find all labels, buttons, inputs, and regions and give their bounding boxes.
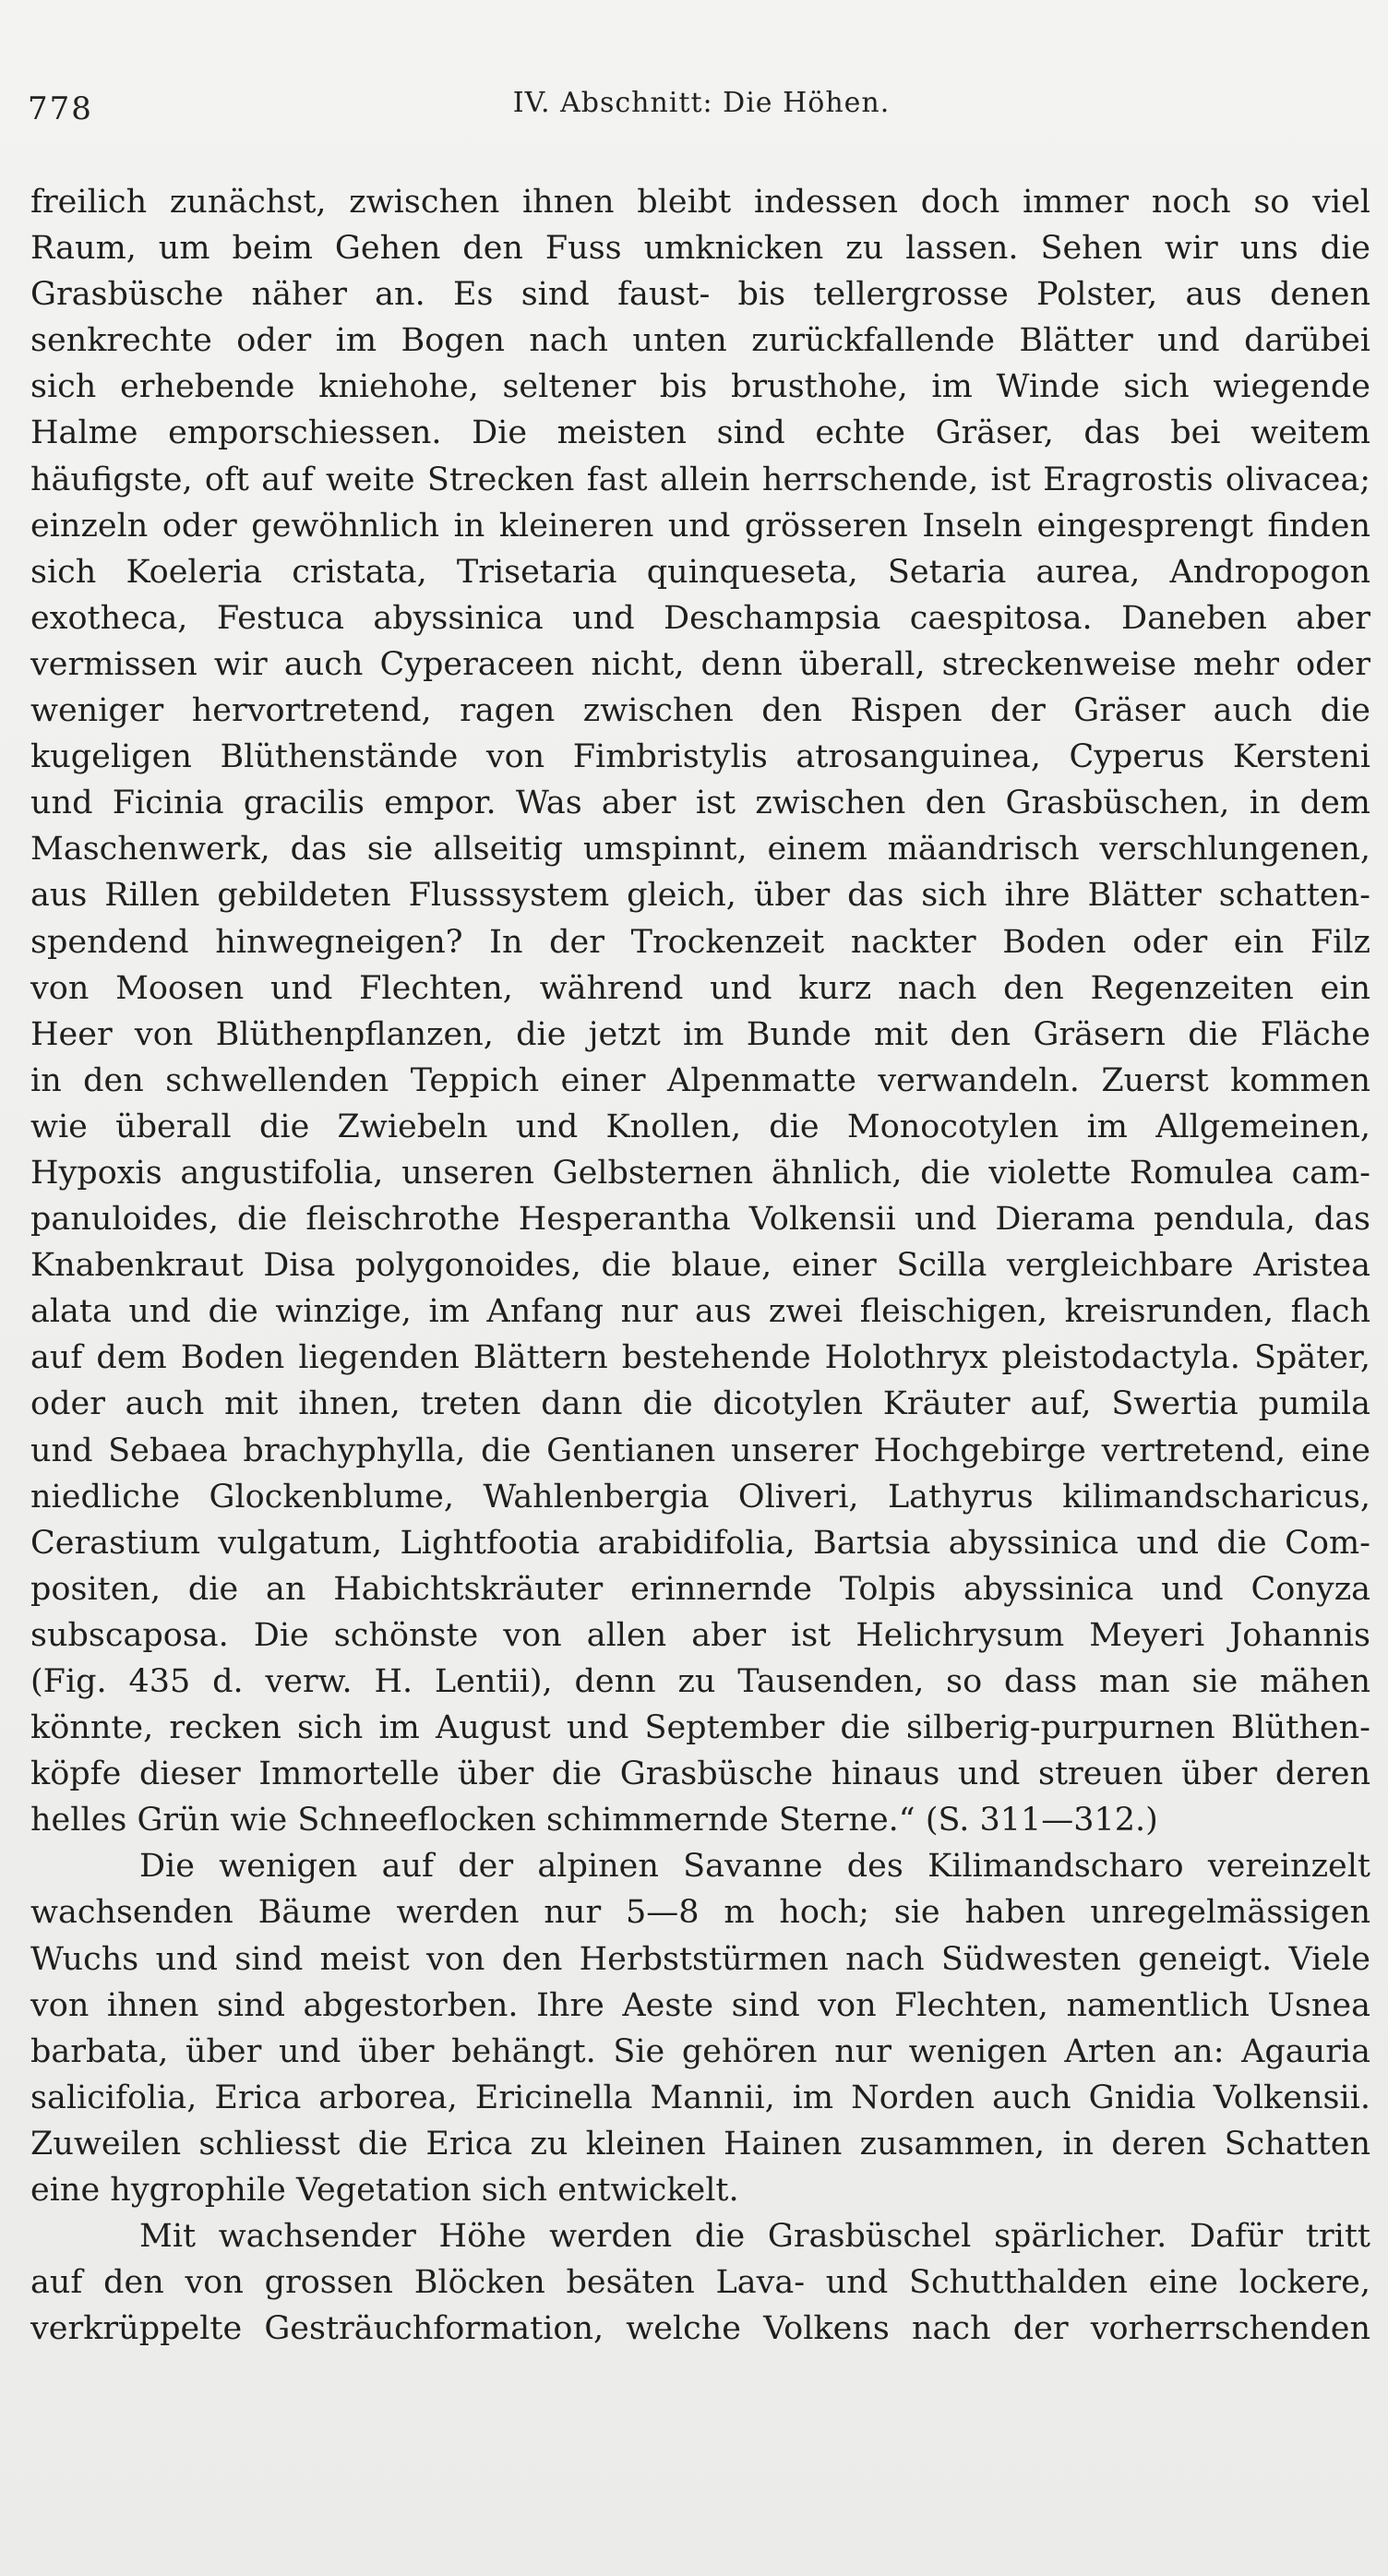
text-line: sich erhebende kniehohe, seltener bis brusthohe, im Winde sich wiegende [30,368,1370,406]
text-line: kugeligen Blüthenstände von Fimbristylis atrosanguinea, Cyperus Kersteni [30,738,1370,776]
text-line: eine hygrophile Vegetation sich entwickelt. [30,2172,739,2210]
text-line: Raum, um beim Gehen den Fuss umknicken zu lassen. Sehen wir uns die [30,230,1370,268]
text-line: oder auch mit ihnen, treten dann die dicotylen Kräuter auf, Swertia pumila [30,1385,1370,1423]
text-line: Zuweilen schliesst die Erica zu kleinen Hainen zusammen, in deren Schatten [30,2125,1370,2163]
text-line: barbata, über und über behängt. Sie gehören nur wenigen Arten an: Agauria [30,2032,1370,2070]
text-line: Maschenwerk, das sie allseitig umspinnt, einem mäandrisch verschlungenen, [30,831,1370,869]
text-line: wie überall die Zwiebeln und Knollen, die Monocotylen im Allgemeinen, [30,1108,1370,1145]
text-line: und Sebaea brachyphylla, die Gentianen unserer Hochgebirge vertretend, eine [30,1432,1370,1469]
text-line: Cerastium vulgatum, Lightfootia arabidifolia, Bartsia abyssinica und die Com- [30,1524,1370,1562]
text-line: von ihnen sind abgestorben. Ihre Aeste sind von Flechten, namentlich Usnea [30,1986,1370,2024]
text-line: panuloides, die fleischrothe Hesperantha Volkensii und Dierama pendula, das [30,1201,1370,1239]
text-line: vermissen wir auch Cyperaceen nicht, denn überall, streckenweise mehr oder [30,645,1370,683]
text-line: (Fig. 435 d. verw. H. Lentii), denn zu Tausenden, so dass man sie mähen [30,1663,1370,1700]
text-line: freilich zunächst, zwischen ihnen bleibt indessen doch immer noch so viel [30,184,1370,221]
text-line: in den schwellenden Teppich einer Alpenmatte verwandeln. Zuerst kommen [30,1061,1370,1099]
text-line: helles Grün wie Schneeflocken schimmernde Sterne.“ (S. 311—312.) [30,1802,1158,1839]
text-line: wachsenden Bäume werden nur 5—8 m hoch; sie haben unregelmässigen [30,1894,1370,1932]
text-line: köpfe dieser Immortelle über die Grasbüsche hinaus und streuen über deren [30,1755,1370,1793]
text-line: Halme emporschiessen. Die meisten sind echte Gräser, das bei weitem [30,414,1370,452]
text-line: aus Rillen gebildeten Flusssystem gleich, über das sich ihre Blätter schatten- [30,877,1370,915]
text-line: könnte, recken sich im August und September die silberig-purpurnen Blüthen- [30,1709,1370,1747]
text-line: von Moosen und Flechten, während und kurz nach den Regenzeiten ein [30,969,1370,1007]
text-line: häufigste, oft auf weite Strecken fast allein herrschende, ist Eragrostis olivacea; [30,461,1370,498]
text-line: Grasbüsche näher an. Es sind faust- bis tellergrosse Polster, aus denen [30,276,1370,314]
text-line: weniger hervortretend, ragen zwischen den Rispen der Gräser auch die [30,692,1370,730]
text-line: exotheca, Festuca abyssinica und Deschampsia caespitosa. Daneben aber [30,599,1370,637]
text-line: senkrechte oder im Bogen nach unten zurückfallende Blätter und darübei [30,322,1370,360]
body-text [30,179,1370,2352]
text-line: niedliche Glockenblume, Wahlenbergia Oliveri, Lathyrus kilimandscharicus, [30,1478,1370,1516]
text-line: subscaposa. Die schönste von allen aber ist Helichrysum Meyeri Johannis [30,1616,1370,1654]
text-line: Knabenkraut Disa polygonoides, die blaue, einer Scilla vergleichbare Aristea [30,1247,1370,1285]
text-line: auf den von grossen Blöcken besäten Lava- und Schutthalden eine lockere, [30,2264,1370,2302]
text-line: spendend hinwegneigen? In der Trockenzeit nackter Boden oder ein Filz [30,923,1370,961]
text-line: auf dem Boden liegenden Blättern bestehende Holothryx pleistodactyla. Später, [30,1339,1370,1377]
text-line: Mit wachsender Höhe werden die Grasbüschel spärlicher. Dafür tritt [139,2218,1370,2256]
text-line: Die wenigen auf der alpinen Savanne des Kilimandscharo vereinzelt [139,1848,1370,1886]
text-line: sich Koeleria cristata, Trisetaria quinqueseta, Setaria aurea, Andropogon [30,553,1370,591]
running-head: IV. Abschnitt: Die Höhen. [512,87,891,119]
page-header [28,81,1375,126]
text-line: positen, die an Habichtskräuter erinnernde Tolpis abyssinica und Conyza [30,1570,1370,1608]
text-line: und Ficinia gracilis empor. Was aber ist zwischen den Grasbüschen, in dem [30,785,1370,822]
text-line: Heer von Blüthenpflanzen, die jetzt im Bunde mit den Gräsern die Fläche [30,1015,1370,1053]
text-line: Hypoxis angustifolia, unseren Gelbsternen ähnlich, die violette Romulea cam- [30,1154,1370,1192]
text-line: salicifolia, Erica arborea, Ericinella Mannii, im Norden auch Gnidia Volkensii. [30,2079,1370,2116]
text-line: Wuchs und sind meist von den Herbststürmen nach Südwesten geneigt. Viele [30,1940,1370,1978]
page-number: 778 [28,90,93,127]
text-line: einzeln oder gewöhnlich in kleineren und grösseren Inseln eingesprengt finden [30,507,1370,545]
text-line: verkrüppelte Gesträuchformation, welche Volkens nach der vorherrschenden [30,2310,1370,2348]
text-line: alata und die winzige, im Anfang nur aus zwei fleischigen, kreisrunden, flach [30,1293,1370,1331]
